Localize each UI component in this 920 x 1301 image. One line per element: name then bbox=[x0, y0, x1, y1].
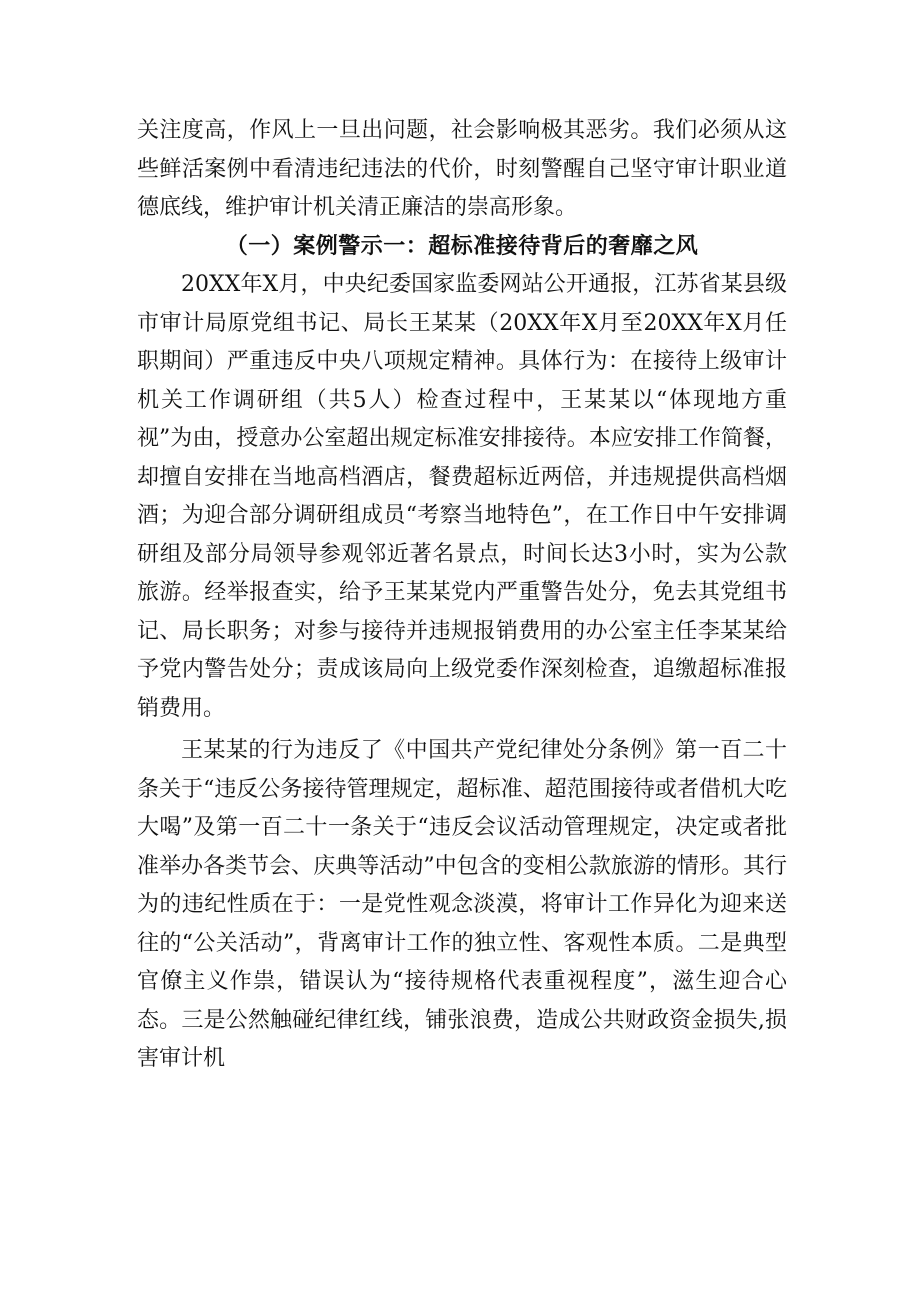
section-heading: （一）案例警示一：超标准接待背后的奢靡之风 bbox=[225, 233, 699, 259]
paragraph-continuation: 关注度高，作风上一旦出问题，社会影响极其恶劣。我们必须从这些鲜活案例中看清违纪违法的代价，时刻警醒自己坚守审计职业道德底线，维护审计机关清正廉洁的崇高形象。 bbox=[137, 118, 787, 220]
paragraph-case-description: 20XX年X月，中央纪委国家监委网站公开通报，江苏省某县级市审计局原党组书记、局长王某某（20XX年X月至20XX年X月任职期间）严重违反中央八项规定精神。具体行为：在接待上级审计机关工作调研组（共5人）检查过程中，王某某以“体现地方重视”为由，授意办公室超出规定标准安排接待。本应安排工作简餐，却擅自安排在当地高档酒店，餐费超标近两倍，并违规提供高档烟酒；为迎合部分调研组成员“考察当地特色”，在工作日中午安排调研组及部分局领导参观邻近著名景点，时间长达3小时，实为公款旅游。经举报查实，给予王某某党内严重警告处分，免去其党组书记、局长职务；对参与接待并违规报销费用的办公室主任李某某给予党内警告处分；责成该局向上级党委作深刻检查，追缴超标准报销费用。 bbox=[137, 272, 787, 721]
document-body bbox=[137, 112, 787, 1079]
paragraph-case-analysis: 王某某的行为违反了《中国共产党纪律处分条例》第一百二十条关于“违反公务接待管理规定，超标准、超范围接待或者借机大吃大喝”及第一百二十一条关于“违反会议活动管理规定，决定或者批准举办各类节会、庆典等活动”中包含的变相公款旅游的情形。其行为的违纪性质在于：一是党性观念淡漠，将审计工作异化为迎来送往的“公关活动”，背离审计工作的独立性、客观性本质。二是典型官僚主义作祟，错误认为“接待规格代表重视程度”，滋生迎合心态。三是公然触碰纪律红线，铺张浪费，造成公共财政资金损失,损害审计机 bbox=[137, 738, 787, 1071]
